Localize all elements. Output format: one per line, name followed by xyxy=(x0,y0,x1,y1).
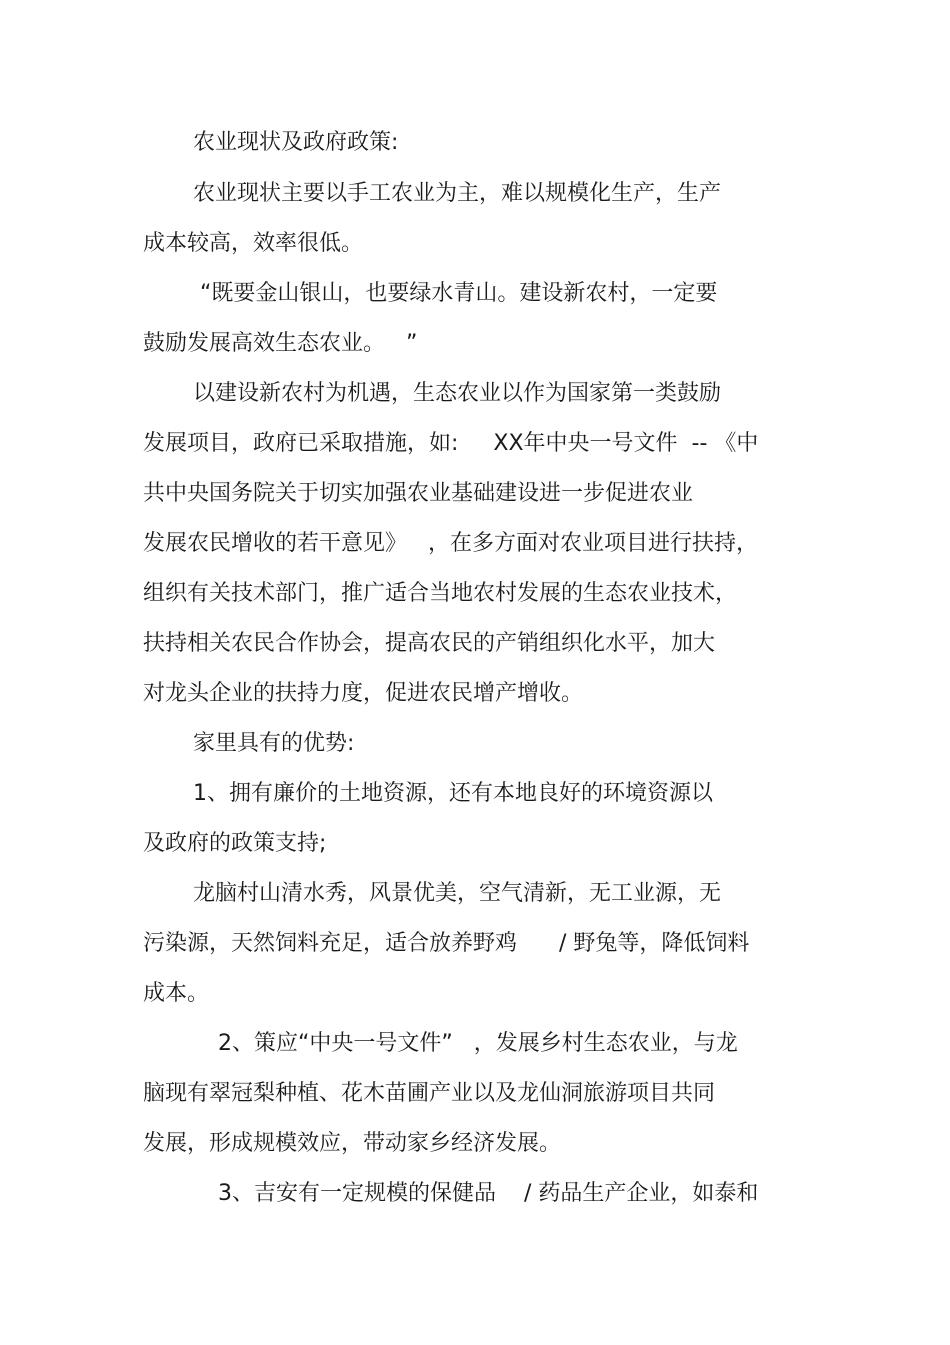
paragraph-line: 发展，形成规模效应，带动家乡经济发展。 xyxy=(143,1131,562,1156)
list-item-2: 2、策应“中央一号文件” ，发展乡村生态农业，与龙 xyxy=(218,1031,738,1056)
paragraph-line: 龙脑村山清水秀，风景优美，空气清新，无工业源，无 xyxy=(193,881,722,906)
paragraph-line: 以建设新农村为机遇，生态农业以作为国家第一类鼓励 xyxy=(193,381,722,406)
paragraph-line: 发展农民增收的若干意见》 ，在多方面对农业项目进行扶持， xyxy=(143,531,758,556)
list-item-3: 3、吉安有一定规模的保健品 / 药品生产企业，如泰和 xyxy=(218,1181,759,1206)
paragraph-line: 共中央国务院关于切实加强农业基础建设进一步促进农业 xyxy=(143,481,694,506)
paragraph-line: 对龙头企业的扶持力度，促进农民增产增收。 xyxy=(143,681,584,706)
paragraph-line: 成本。 xyxy=(143,981,210,1006)
paragraph-line: 扶持相关农民合作协会，提高农民的产销组织化水平，加大 xyxy=(143,631,716,656)
paragraph-line: 发展项目，政府已采取措施，如: XX年中央一号文件 -- 《中 xyxy=(143,431,759,456)
list-item-1: 1、拥有廉价的土地资源，还有本地良好的环境资源以 xyxy=(193,781,713,806)
heading-advantages: 家里具有的优势: xyxy=(193,731,355,756)
quote-line: “既要金山银山，也要绿水青山。建设新农村，一定要 xyxy=(200,281,718,306)
paragraph-line: 组织有关技术部门，推广适合当地农村发展的生态农业技术， xyxy=(143,581,738,606)
heading-agri-status: 农业现状及政府政策: xyxy=(193,130,399,155)
quote-line: 鼓励发展高效生态农业。 ” xyxy=(143,331,418,356)
paragraph-line: 污染源，天然饲料充足，适合放养野鸡 / 野兔等，降低饲料 xyxy=(143,931,750,956)
paragraph-line: 农业现状主要以手工农业为主，难以规模化生产，生产 xyxy=(193,181,722,206)
paragraph-line: 成本较高，效率很低。 xyxy=(143,231,364,256)
paragraph-line: 及政府的政策支持; xyxy=(143,831,327,856)
paragraph-line: 脑现有翠冠梨种植、花木苗圃产业以及龙仙洞旅游项目共同 xyxy=(143,1081,716,1106)
